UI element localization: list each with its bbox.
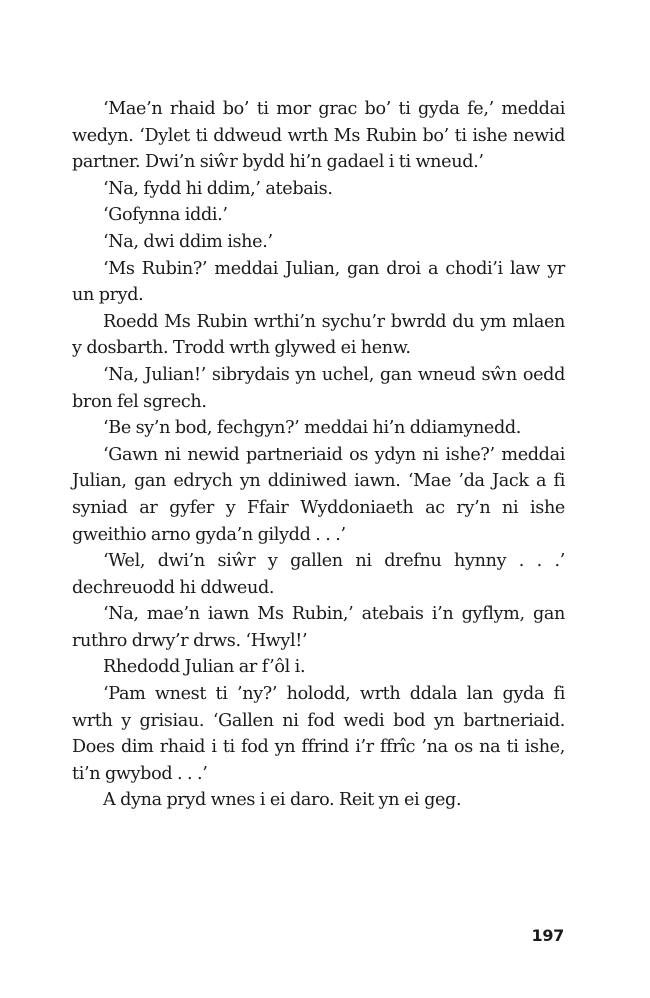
paragraph: ‘Wel, dwi’n siŵr y gallen ni drefnu hynny . . .’ dechreuodd hi ddweud.: [72, 551, 565, 598]
paragraph: ‘Be sy’n bod, fechgyn?’ meddai hi’n ddiamynedd.: [103, 418, 522, 439]
paragraph: ‘Pam wnest ti ’ny?’ holodd, wrth ddala lan gyda fi wrth y grisiau. ‘Gallen ni fod wedi bod yn bartneriaid. Does dim rhaid i ti fod yn ffrind i’r ffrîc ’na os na ti ishe, ti’n gwybod . . .’: [72, 684, 565, 784]
paragraph: ‘Gawn ni newid partneriaid os ydyn ni ishe?’ meddai Julian, gan edrych yn ddiniwed iawn. ‘Mae ’da Jack a fi syniad ar gyfer y Ffair Wyddoniaeth ac ry’n ni ishe gweithio arno gyda’n gilydd . . .’: [72, 444, 565, 545]
paragraph: A dyna pryd wnes i ei daro. Reit yn ei geg.: [103, 790, 462, 811]
paragraph: ‘Mae’n rhaid bo’ ti mor grac bo’ ti gyda fe,’ meddai wedyn. ‘Dylet ti ddweud wrth Ms Rubin bo’ ti ishe newid partner. Dwi’n siŵr bydd hi’n gadael i ti wneud.’: [72, 99, 565, 173]
page-number: 197: [531, 926, 564, 945]
paragraph: ‘Gofynna iddi.’: [103, 205, 228, 226]
paragraph: ‘Na, dwi ddim ishe.’: [103, 231, 273, 252]
paragraph: ‘Na, Julian!’ sibrydais yn uchel, gan wneud sŵn oedd bron fel sgrech.: [72, 364, 565, 412]
body-text: [72, 96, 565, 814]
paragraph: ‘Ms Rubin?’ meddai Julian, gan droi a chodi’i law yr un pryd.: [72, 258, 565, 306]
paragraph: Roedd Ms Rubin wrthi’n sychu’r bwrdd du ym mlaen y dosbarth. Trodd wrth glywed ei henw.: [72, 311, 565, 359]
paragraph: Rhedodd Julian ar f’ôl i.: [103, 657, 306, 678]
paragraph: ‘Na, fydd hi ddim,’ atebais.: [103, 178, 333, 199]
paragraph: ‘Na, mae’n iawn Ms Rubin,’ atebais i’n gyflym, gan ruthro drwy’r drws. ‘Hwyl!’: [72, 604, 565, 651]
